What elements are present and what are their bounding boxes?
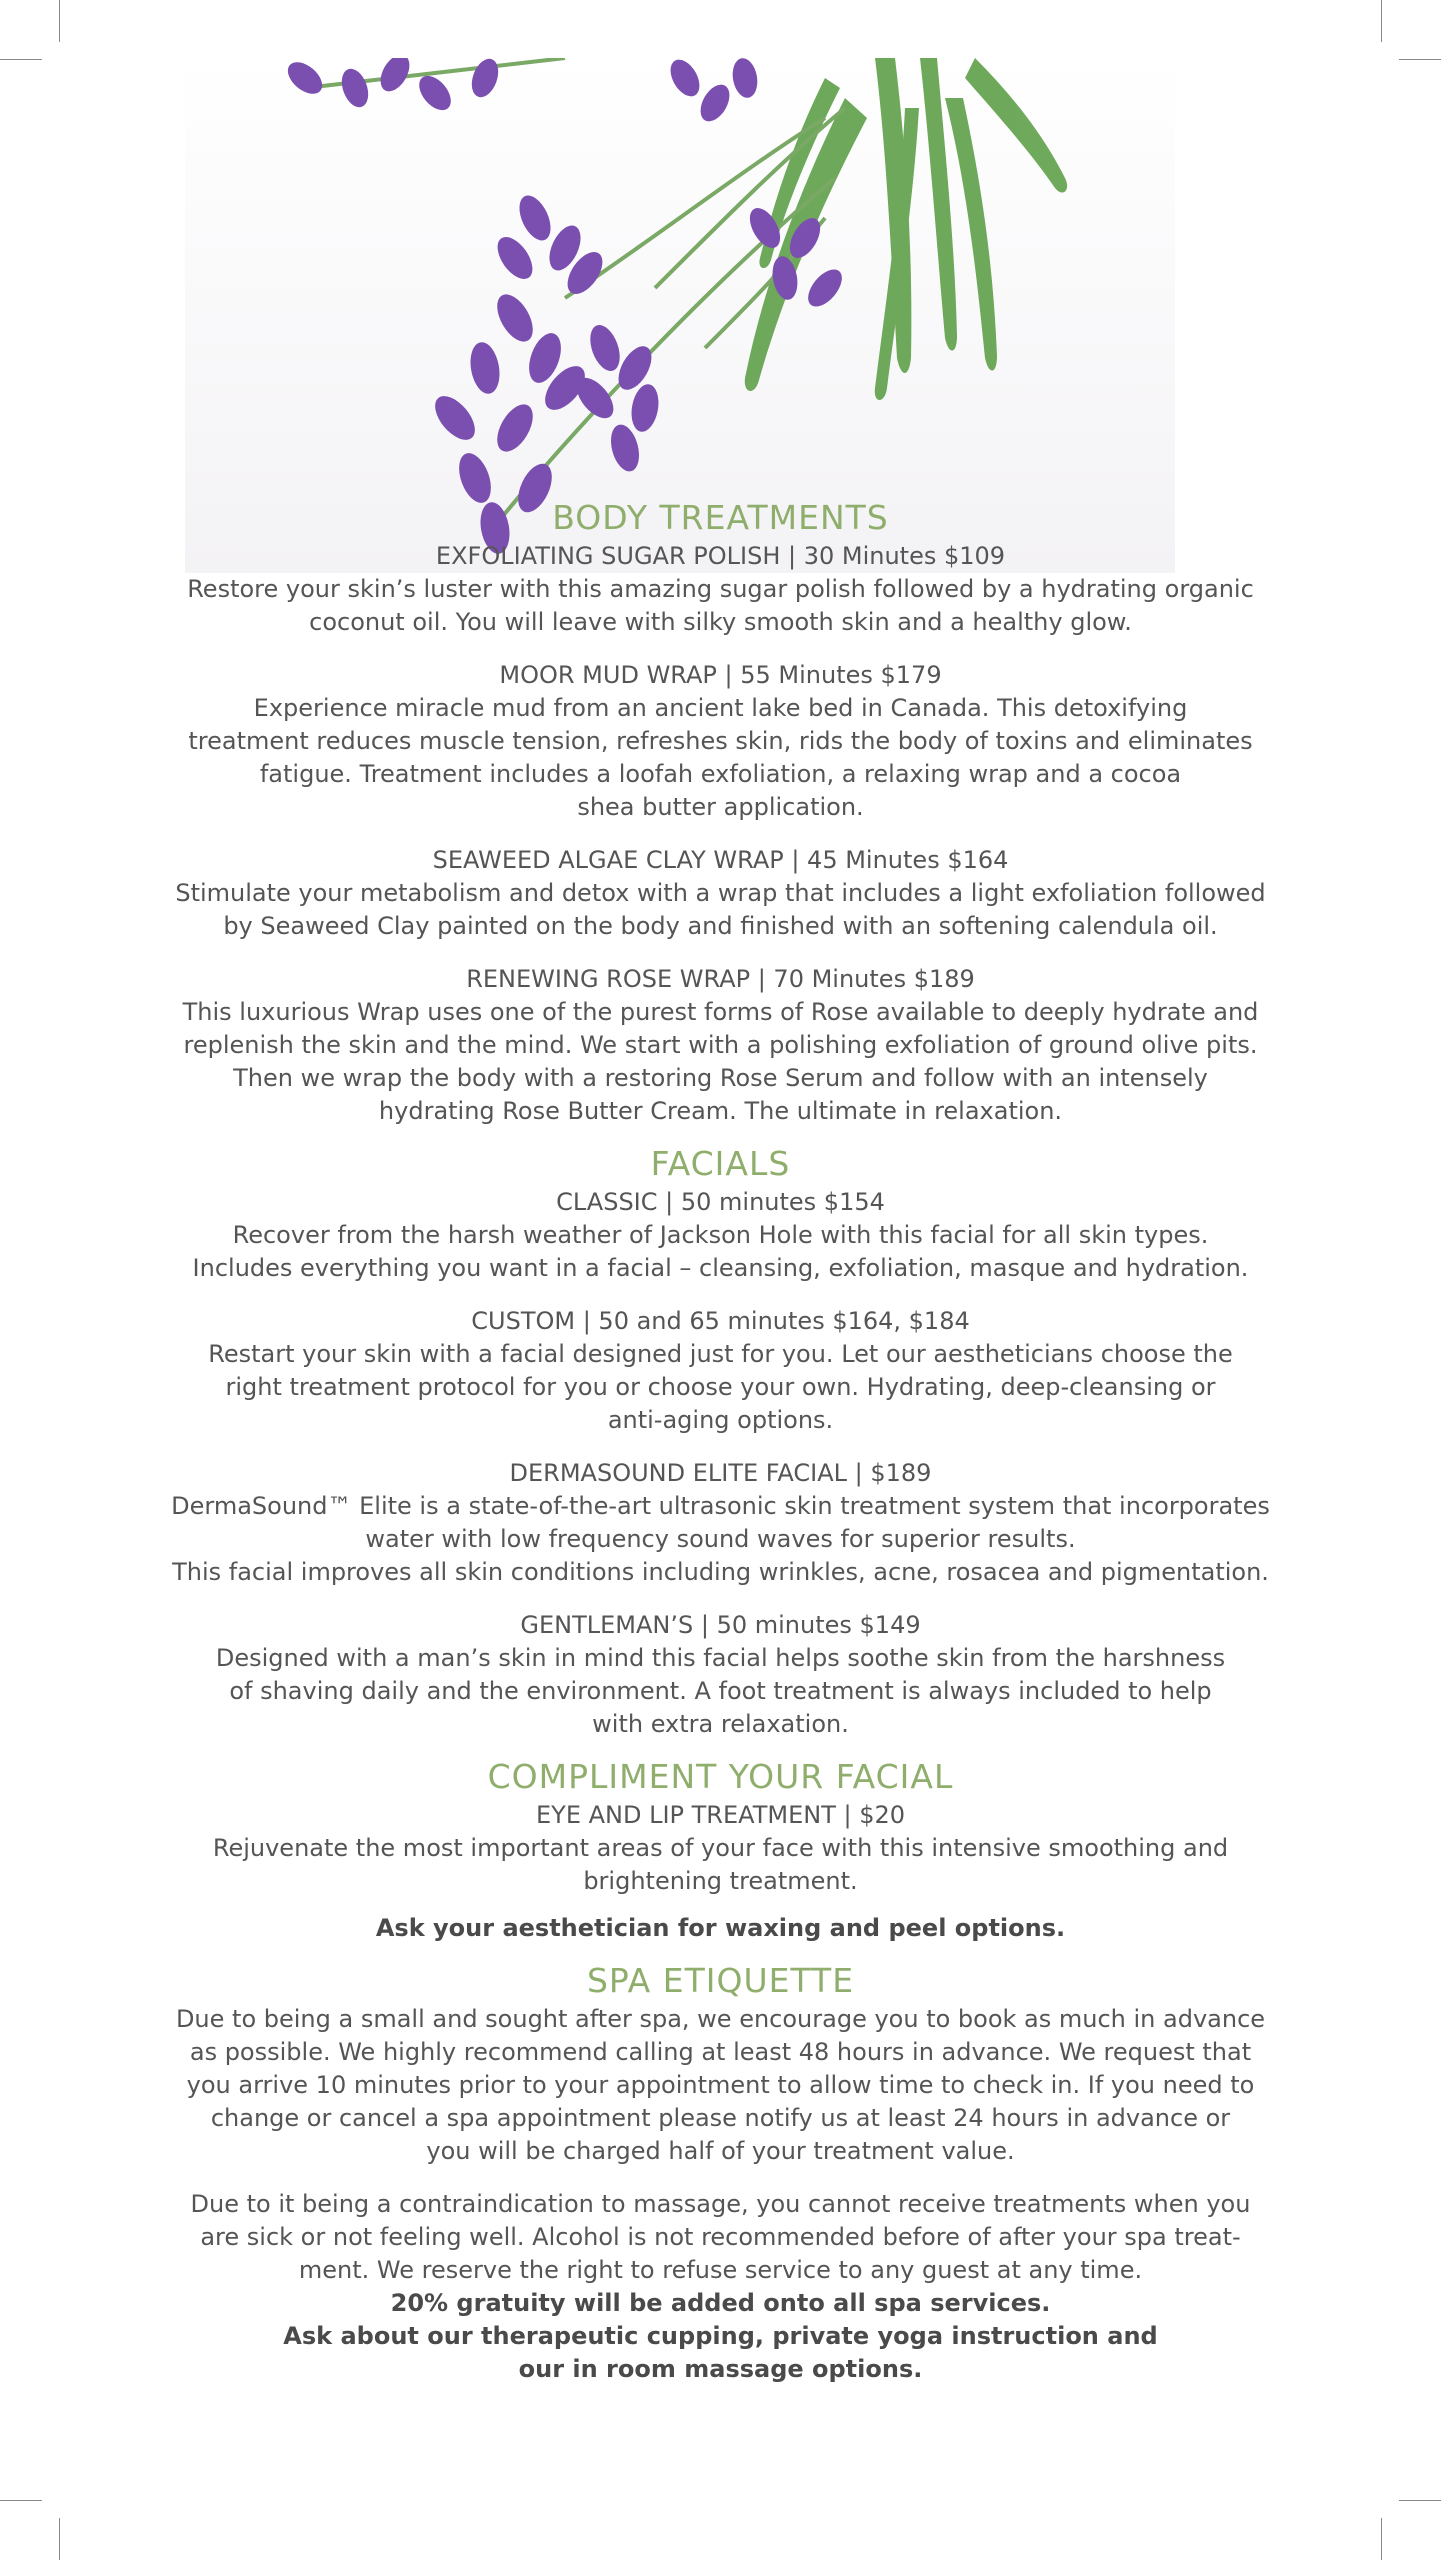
description-line: Designed with a man’s skin in mind this facial helps soothe skin from the harshness [215,1644,1226,1672]
facials-heading: FACIALS [650,1144,791,1183]
extras-note: Ask about our therapeutic cupping, private yoga instruction and [283,2322,1158,2350]
crop-mark-bottom-left-v [59,2518,60,2560]
facial-item [140,1305,1301,1437]
spa-menu-content [140,496,1301,2386]
etiquette-heading: SPA ETIQUETTE [586,1961,855,2000]
facial-item [140,1609,1301,1741]
facial-title: CUSTOM | 50 and 65 minutes $164, $184 [471,1307,970,1335]
compliment-title: EYE AND LIP TREATMENT | $20 [536,1801,905,1829]
body-treatment-item [140,963,1301,1128]
description-line: coconut oil. You will leave with silky smooth skin and a healthy glow. [309,608,1132,636]
facial-item [140,1186,1301,1285]
etiquette-line: Due to it being a contraindication to massage, you cannot receive treatments when you [190,2190,1251,2218]
description-line: hydrating Rose Butter Cream. The ultimate in relaxation. [378,1097,1063,1125]
extras-note: our in room massage options. [518,2355,923,2383]
facial-title: GENTLEMAN’S | 50 minutes $149 [520,1611,921,1639]
etiquette-line: you arrive 10 minutes prior to your appointment to allow time to check in. If you need to [186,2071,1255,2099]
body-treatments-heading: BODY TREATMENTS [552,498,889,537]
description-line: Recover from the harsh weather of Jackson Hole with this facial for all skin types. [232,1221,1209,1249]
treatment-title: RENEWING ROSE WRAP | 70 Minutes $189 [466,965,975,993]
facial-title: CLASSIC | 50 minutes $154 [556,1188,885,1216]
description-line: Includes everything you want in a facial – cleansing, exfoliation, masque and hydration. [192,1254,1249,1282]
crop-mark-top-left-v [59,0,60,42]
description-line: Stimulate your metabolism and detox with a wrap that includes a light exfoliation followed [175,879,1266,907]
description-line: treatment reduces muscle tension, refreshes skin, rids the body of toxins and eliminates [188,727,1253,755]
description-line: of shaving daily and the environment. A foot treatment is always included to help [229,1677,1212,1705]
crop-mark-top-right-v [1381,0,1382,42]
treatment-title: SEAWEED ALGAE CLAY WRAP | 45 Minutes $164 [432,846,1009,874]
etiquette-paragraph-2 [140,2188,1301,2386]
description-line: fatigue. Treatment includes a loofah exfoliation, a relaxing wrap and a cocoa [259,760,1182,788]
description-line: This facial improves all skin conditions including wrinkles, acne, rosacea and pigmentation. [172,1558,1269,1586]
etiquette-line: Due to being a small and sought after spa, we encourage you to book as much in advance [175,2005,1266,2033]
description-line: Restart your skin with a facial designed just for you. Let our aestheticians choose the [208,1340,1233,1368]
etiquette-line: change or cancel a spa appointment please notify us at least 24 hours in advance or [210,2104,1231,2132]
body-treatment-item [140,659,1301,824]
treatment-title: MOOR MUD WRAP | 55 Minutes $179 [499,661,942,689]
etiquette-line: you will be charged half of your treatment value. [426,2137,1015,2165]
description-line: Then we wrap the body with a restoring Rose Serum and follow with an intensely [233,1064,1208,1092]
crop-mark-bottom-left-h [0,2500,42,2501]
compliment-heading: COMPLIMENT YOUR FACIAL [487,1757,954,1796]
description-line: brightening treatment. [583,1867,858,1895]
etiquette-paragraph-1 [140,2003,1301,2168]
facial-item [140,1457,1301,1589]
description-line: This luxurious Wrap uses one of the purest forms of Rose available to deeply hydrate and [182,998,1259,1026]
description-line: DermaSound™ Elite is a state-of-the-art ultrasonic skin treatment system that incorporates [171,1492,1270,1520]
crop-mark-bottom-right-h [1399,2500,1441,2501]
compliment-item [140,1799,1301,1945]
description-line: right treatment protocol for you or choose your own. Hydrating, deep-cleansing or [225,1373,1216,1401]
description-line: Experience miracle mud from an ancient lake bed in Canada. This detoxifying [253,694,1188,722]
description-line: anti-aging options. [607,1406,834,1434]
gratuity-note: 20% gratuity will be added onto all spa services. [390,2289,1051,2317]
waxing-note: Ask your aesthetician for waxing and peel options. [375,1914,1066,1942]
body-treatment-item [140,540,1301,639]
description-line: by Seaweed Clay painted on the body and finished with an softening calendula oil. [223,912,1218,940]
description-line: water with low frequency sound waves for superior results. [365,1525,1076,1553]
crop-mark-top-right-h [1399,59,1441,60]
description-line: Rejuvenate the most important areas of your face with this intensive smoothing and [212,1834,1229,1862]
description-line: Restore your skin’s luster with this amazing sugar polish followed by a hydrating organic [187,575,1254,603]
etiquette-line: are sick or not feeling well. Alcohol is not recommended before of after your spa treat- [200,2223,1241,2251]
etiquette-line: ment. We reserve the right to refuse service to any guest at any time. [298,2256,1143,2284]
treatment-title: EXFOLIATING SUGAR POLISH | 30 Minutes $109 [435,542,1006,570]
crop-mark-bottom-right-v [1381,2518,1382,2560]
facial-title: DERMASOUND ELITE FACIAL | $189 [509,1459,932,1487]
description-line: replenish the skin and the mind. We start with a polishing exfoliation of ground olive pits. [183,1031,1258,1059]
body-treatment-item [140,844,1301,943]
etiquette-line: as possible. We highly recommend calling at least 48 hours in advance. We request that [189,2038,1252,2066]
description-line: with extra relaxation. [592,1710,849,1738]
crop-mark-top-left-h [0,59,42,60]
description-line: shea butter application. [577,793,864,821]
